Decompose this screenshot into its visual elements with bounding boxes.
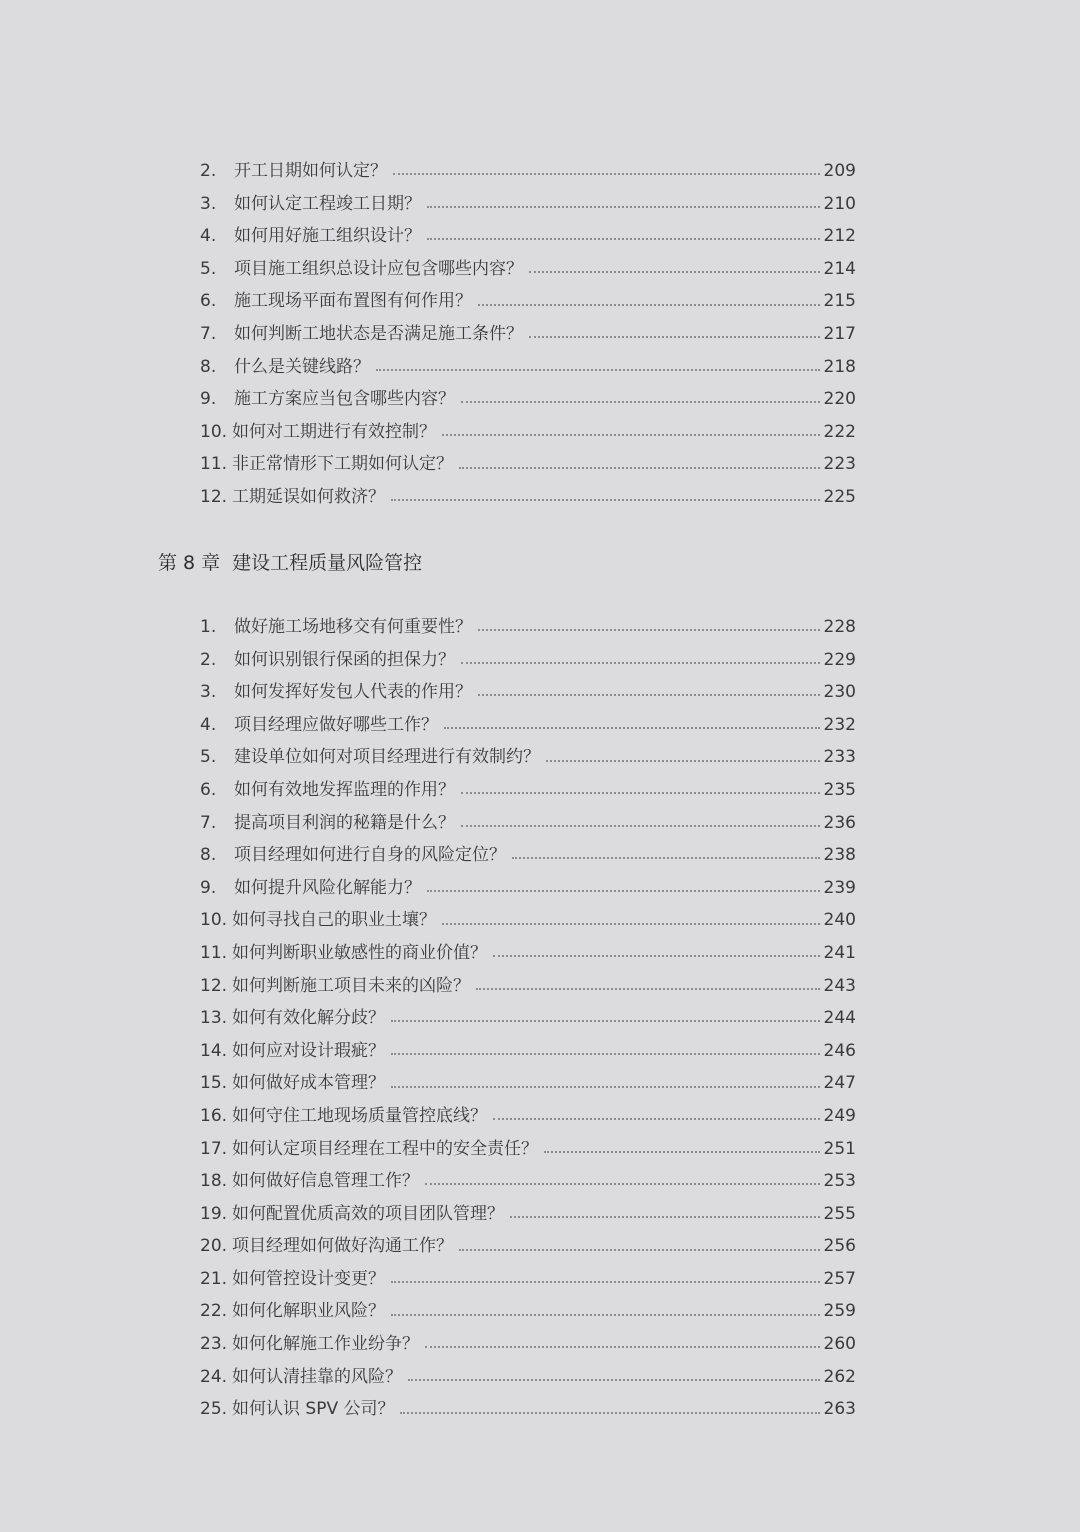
toc-dot-leader: [427, 204, 820, 208]
toc-entry-title: 如何管控设计变更？: [232, 1268, 385, 1289]
toc-entry-number: 6.: [200, 779, 217, 800]
toc-entry-title: 施工方案应当包含哪些内容？: [234, 389, 455, 410]
toc-entry[interactable]: [200, 1393, 856, 1426]
toc-entry[interactable]: [200, 839, 856, 872]
toc-entry[interactable]: [200, 416, 856, 449]
toc-entry-page-number: 239: [823, 877, 856, 898]
toc-entry-title: 项目经理如何做好沟通工作？: [232, 1236, 453, 1257]
toc-dot-leader: [461, 399, 820, 403]
toc-entry-title: 如何认定工程竣工日期？: [234, 193, 421, 214]
toc-entry-number: 12.: [200, 486, 228, 507]
toc-entry[interactable]: [200, 1230, 856, 1263]
toc-entry[interactable]: [200, 448, 856, 481]
toc-entry-number: 9.: [200, 389, 217, 410]
toc-entry-title: 项目施工组织总设计应包含哪些内容？: [234, 258, 523, 279]
toc-entry-page-number: 262: [823, 1366, 856, 1387]
toc-entry-page-number: 212: [823, 226, 856, 247]
toc-entry-number: 11.: [200, 454, 228, 475]
toc-entry-number: 8.: [200, 845, 217, 866]
toc-entry-number: 11.: [200, 942, 228, 963]
toc-entry-title: 项目经理应做好哪些工作？: [234, 714, 438, 735]
toc-entry-title: 工期延误如何救济？: [232, 486, 385, 507]
toc-entry-page-number: 217: [823, 323, 856, 344]
toc-entry-page-number: 210: [823, 193, 856, 214]
toc-entry[interactable]: [200, 1295, 856, 1328]
toc-dot-leader: [427, 236, 820, 240]
toc-entry-number: 17.: [200, 1138, 228, 1159]
toc-entry-title: 什么是关键线路？: [234, 356, 370, 377]
toc-dot-leader: [425, 1344, 820, 1348]
toc-entry-title: 如何对工期进行有效控制？: [232, 421, 436, 442]
toc-entry-title: 如何判断职业敏感性的商业价值？: [232, 942, 487, 963]
toc-dot-leader: [461, 790, 820, 794]
toc-entry[interactable]: [200, 1361, 856, 1394]
toc-entry-number: 10.: [200, 421, 228, 442]
toc-entry[interactable]: [200, 741, 856, 774]
toc-entry-title: 如何化解施工作业纷争？: [232, 1334, 419, 1355]
toc-entry-page-number: 256: [823, 1236, 856, 1257]
toc-dot-leader: [478, 627, 820, 631]
toc-entry-title: 如何做好信息管理工作？: [232, 1171, 419, 1192]
toc-entry-number: 9.: [200, 877, 217, 898]
toc-dot-leader: [459, 465, 820, 469]
toc-entry-page-number: 247: [823, 1073, 856, 1094]
toc-entry[interactable]: [200, 351, 856, 384]
toc-entry-page-number: 244: [823, 1008, 856, 1029]
toc-dot-leader: [427, 888, 820, 892]
toc-entry-number: 25.: [200, 1399, 228, 1420]
toc-entry-number: 14.: [200, 1040, 228, 1061]
toc-entry-page-number: 246: [823, 1040, 856, 1061]
toc-entry-title: 如何配置优质高效的项目团队管理？: [232, 1203, 504, 1224]
toc-entry-page-number: 229: [823, 649, 856, 670]
toc-entry-title: 如何判断施工项目未来的凶险？: [232, 975, 470, 996]
toc-entry-number: 13.: [200, 1008, 228, 1029]
toc-entry[interactable]: [200, 611, 856, 644]
toc-entry[interactable]: [200, 904, 856, 937]
toc-entry[interactable]: [200, 807, 856, 840]
toc-entry-title: 如何化解职业风险？: [232, 1301, 385, 1322]
toc-entry-page-number: 220: [823, 389, 856, 410]
toc-entry-page-number: 255: [823, 1203, 856, 1224]
toc-entry[interactable]: [200, 937, 856, 970]
toc-entry-page-number: 263: [823, 1399, 856, 1420]
toc-dot-leader: [391, 497, 820, 501]
toc-entry-page-number: 228: [823, 617, 856, 637]
toc-entry[interactable]: [200, 970, 856, 1003]
toc-entry[interactable]: [200, 253, 856, 286]
toc-entry-number: 7.: [200, 812, 217, 833]
toc-dot-leader: [544, 1149, 820, 1153]
toc-entry-number: 1.: [200, 617, 217, 637]
toc-dot-leader: [476, 986, 820, 990]
toc-entry-title: 如何应对设计瑕疵？: [232, 1040, 385, 1061]
toc-dot-leader: [425, 1181, 820, 1185]
toc-entry[interactable]: [200, 1198, 856, 1231]
toc-entry[interactable]: [200, 1067, 856, 1100]
toc-entry-number: 2.: [200, 161, 217, 181]
toc-entry-page-number: 236: [823, 812, 856, 833]
toc-entry-page-number: 251: [823, 1138, 856, 1159]
toc-entry-page-number: 223: [823, 454, 856, 475]
toc-dot-leader: [461, 823, 820, 827]
toc-entry-page-number: 259: [823, 1301, 856, 1322]
toc-entry[interactable]: [200, 1263, 856, 1296]
toc-dot-leader: [391, 1279, 820, 1283]
toc-entry[interactable]: [200, 1328, 856, 1361]
toc-dot-leader: [529, 269, 820, 273]
toc-entry-title: 如何提升风险化解能力？: [234, 877, 421, 898]
toc-entry-title: 如何寻找自己的职业土壤？: [232, 910, 436, 931]
toc-entry-page-number: 222: [823, 421, 856, 442]
toc-entry[interactable]: [200, 155, 856, 188]
toc-dot-leader: [461, 660, 820, 664]
toc-dot-leader: [493, 1116, 820, 1120]
toc-entry[interactable]: [200, 676, 856, 709]
toc-entry[interactable]: [200, 644, 856, 677]
toc-entry[interactable]: [200, 318, 856, 351]
toc-entry-title: 如何发挥好发包人代表的作用？: [234, 682, 472, 703]
toc-entry-page-number: 257: [823, 1268, 856, 1289]
toc-entry[interactable]: [200, 1165, 856, 1198]
toc-entry[interactable]: [200, 1100, 856, 1133]
toc-entry-title: 如何守住工地现场质量管控底线？: [232, 1105, 487, 1126]
toc-entry-number: 5.: [200, 747, 217, 768]
toc-entry-page-number: 260: [823, 1334, 856, 1355]
toc-entry-number: 18.: [200, 1171, 228, 1192]
toc-entry[interactable]: [200, 481, 856, 514]
chapter-heading: [158, 546, 422, 580]
toc-dot-leader: [512, 855, 820, 859]
toc-entry-title: 建设单位如何对项目经理进行有效制约？: [234, 747, 540, 768]
toc-entry[interactable]: [200, 1133, 856, 1166]
toc-dot-leader: [376, 367, 820, 371]
toc-entry-number: 19.: [200, 1203, 228, 1224]
toc-dot-leader: [459, 1247, 820, 1251]
toc-entry-title: 项目经理如何进行自身的风险定位？: [234, 845, 506, 866]
toc-entry-number: 6.: [200, 291, 217, 312]
chapter-title: 建设工程质量风险管控: [232, 552, 423, 574]
toc-entry-page-number: 230: [823, 682, 856, 703]
toc-entry-page-number: 240: [823, 910, 856, 931]
toc-dot-leader: [391, 1051, 820, 1055]
toc-entry-number: 12.: [200, 975, 228, 996]
toc-entry-number: 22.: [200, 1301, 228, 1322]
toc-entry[interactable]: [200, 709, 856, 742]
toc-entry-page-number: 249: [823, 1105, 856, 1126]
toc-entry-number: 4.: [200, 226, 217, 247]
toc-entry[interactable]: [200, 1002, 856, 1035]
toc-entry-number: 10.: [200, 910, 228, 931]
toc-entry-page-number: 218: [823, 356, 856, 377]
toc-entry-title: 开工日期如何认定？: [234, 161, 387, 181]
toc-entry-title: 如何做好成本管理？: [232, 1073, 385, 1094]
toc-entry-title: 做好施工场地移交有何重要性？: [234, 617, 472, 637]
toc-dot-leader: [393, 171, 820, 175]
toc-entry-number: 5.: [200, 258, 217, 279]
toc-entry-title: 如何有效地发挥监理的作用？: [234, 779, 455, 800]
toc-entry-page-number: 215: [823, 291, 856, 312]
toc-entry-title: 如何认识 SPV 公司？: [232, 1399, 395, 1420]
toc-entry-number: 8.: [200, 356, 217, 377]
toc-dot-leader: [400, 1410, 819, 1414]
toc-entry[interactable]: [200, 872, 856, 905]
toc-dot-leader: [444, 725, 820, 729]
chapter-label: 第 8 章: [158, 552, 221, 574]
toc-entry[interactable]: [200, 285, 856, 318]
toc-entry-page-number: 232: [823, 714, 856, 735]
toc-entry-title: 施工现场平面布置图有何作用？: [234, 291, 472, 312]
toc-dot-leader: [546, 758, 820, 762]
toc-entry-number: 3.: [200, 682, 217, 703]
toc-entry-page-number: 235: [823, 779, 856, 800]
toc-entry[interactable]: [200, 774, 856, 807]
toc-entry-page-number: 233: [823, 747, 856, 768]
toc-dot-leader: [510, 1214, 820, 1218]
toc-entry-page-number: 238: [823, 845, 856, 866]
toc-entry-number: 3.: [200, 193, 217, 214]
toc-entry-number: 21.: [200, 1268, 228, 1289]
toc-entry[interactable]: [200, 383, 856, 416]
toc-entry-page-number: 243: [823, 975, 856, 996]
toc-entry-number: 4.: [200, 714, 217, 735]
toc-entry-page-number: 209: [823, 161, 856, 181]
toc-entry-page-number: 214: [823, 258, 856, 279]
toc-dot-leader: [391, 1312, 820, 1316]
toc-dot-leader: [478, 692, 820, 696]
toc-entry-number: 15.: [200, 1073, 228, 1094]
toc-list-chapter-8: [200, 611, 856, 1426]
toc-dot-leader: [493, 953, 820, 957]
toc-entry-title: 如何判断工地状态是否满足施工条件？: [234, 323, 523, 344]
toc-entry[interactable]: [200, 220, 856, 253]
toc-entry-number: 2.: [200, 649, 217, 670]
toc-entry-title: 如何认清挂靠的风险？: [232, 1366, 402, 1387]
toc-entry-number: 24.: [200, 1366, 228, 1387]
toc-entry[interactable]: [200, 1035, 856, 1068]
toc-entry[interactable]: [200, 188, 856, 221]
toc-entry-number: 16.: [200, 1105, 228, 1126]
toc-dot-leader: [442, 921, 820, 925]
toc-entry-title: 如何认定项目经理在工程中的安全责任？: [232, 1138, 538, 1159]
toc-dot-leader: [391, 1018, 820, 1022]
toc-entry-number: 7.: [200, 323, 217, 344]
toc-entry-title: 如何有效化解分歧？: [232, 1008, 385, 1029]
toc-entry-number: 23.: [200, 1334, 228, 1355]
toc-entry-title: 非正常情形下工期如何认定？: [232, 454, 453, 475]
toc-entry-page-number: 225: [823, 486, 856, 507]
toc-dot-leader: [529, 334, 820, 338]
toc-entry-title: 如何用好施工组织设计？: [234, 226, 421, 247]
toc-entry-page-number: 241: [823, 942, 856, 963]
toc-entry-title: 提高项目利润的秘籍是什么？: [234, 812, 455, 833]
toc-dot-leader: [391, 1084, 820, 1088]
toc-dot-leader: [478, 302, 820, 306]
toc-list-previous-chapter: [200, 155, 856, 514]
toc-entry-page-number: 253: [823, 1171, 856, 1192]
toc-dot-leader: [408, 1377, 820, 1381]
toc-entry-number: 20.: [200, 1236, 228, 1257]
toc-entry-title: 如何识别银行保函的担保力？: [234, 649, 455, 670]
toc-dot-leader: [442, 432, 820, 436]
